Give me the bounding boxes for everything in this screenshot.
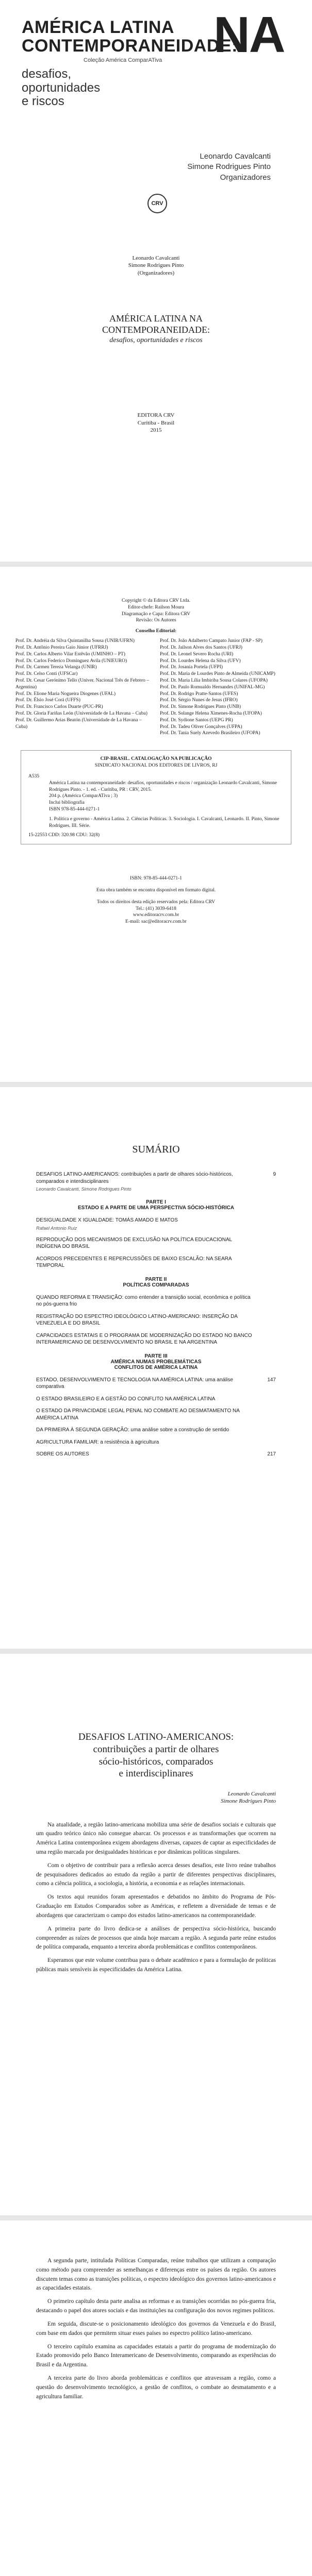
toc-entry-authors: Rafael Antonio Ruiz — [36, 1225, 77, 1231]
toc-entry-title: ACORDOS PRECEDENTES E REPERCUSSÕES DE BAIXO ESCALÃO: NA SEARA TEMPORAL — [36, 1256, 232, 1269]
toc-entry-title: O ESTADO DA PRIVACIDADE LEGAL PENAL NO COMBATE AO DESMATAMENTO NA AMÉRICA LATINA — [36, 1408, 240, 1421]
intro-paragraph: Os textos aqui reunidos foram apresentados e debatidos no âmbito do Programa de Pós-Graduação em Estudos Comparados sobre as Américas, e refletem a diversidade de temas e de abordagens que caracterizam o campo dos estudos latino-americanos na contemporaneidade. — [36, 1894, 276, 1919]
body-paragraph: O primeiro capítulo desta parte analisa as reformas e as transições ocorridas no pós-guerra fria, destacando o papel dos atores sociais e das instituições na configuração dos novos regimes políticos. — [36, 2298, 276, 2314]
half-title-line: CONTEMPORANEIDADE: — [102, 325, 210, 335]
toc-entry-title-block — [36, 1408, 253, 1421]
isbn: ISBN: 978-85-444-0271-1 — [129, 876, 183, 882]
toc-entry-title: DESAFIOS LATINO-AMERICANOS: contribuições a partir de olhares sócio-históricos, comparados e interdisciplinares — [36, 1172, 233, 1184]
toc-entry-title: SOBRE OS AUTORES — [36, 1451, 89, 1458]
text-page — [0, 2221, 312, 2576]
copyright-line: Editor-chefe: Railson Moura — [127, 604, 185, 610]
board-member: Prof. Dr. Sydione Santos (UEPG PR) — [160, 717, 233, 723]
half-title-line: AMÉRICA LATINA NA — [109, 313, 203, 324]
cover-title-line1: AMÉRICA LATINA — [22, 18, 174, 37]
toc-entry-title: AGRICULTURA FAMILIAR: a resistência à agricultura — [36, 1439, 159, 1445]
book-cover — [0, 0, 312, 562]
cover-subtitle-line: e riscos — [22, 94, 64, 109]
body-paragraph: Em seguida, discute-se o posicionamento ideológico dos governos da Venezuela e do Brasil, com base em dados que permitem situar esses países no espectro político latino-americano. — [36, 2320, 276, 2336]
board-member: Prof. Dr. Jailson Alves dos Santos (UFRJ) — [160, 645, 242, 650]
toc-entry-page — [260, 1294, 276, 1308]
toc-entry[interactable] — [36, 1294, 276, 1308]
editorial-board-col2 — [160, 638, 297, 737]
board-member: Prof. Dr. Maria Lília Imbiriba Sousa Colares (UFOPA) — [160, 677, 268, 683]
half-title-title — [0, 313, 312, 345]
board-member: Prof. Dr. João Adalberto Campato Junior (FAP - SP) — [160, 638, 262, 644]
toc-entry-page — [260, 1332, 276, 1346]
cover-editor-role: Organizadores — [220, 173, 271, 182]
toc-entry-title-block — [36, 1377, 253, 1391]
intro-paragraph: Na atualidade, a região latino-americana mobiliza uma série de desafios sociais e culturais que um quadro teórico único não consegue abarcar. Os processos e as transformações que ocorrem na América Latina contemporânea exigem abordagens diversas, capazes de captar as especificidades de uma região marcada por desigualdades históricas e por dinâmicas políticas singulares. — [36, 1821, 276, 1856]
toc-entry-title-block — [36, 1171, 253, 1192]
publisher-phone: Tel.: (41) 3039-6418 — [136, 906, 176, 911]
toc-entry[interactable] — [36, 1256, 276, 1269]
publisher-email: E-mail: sac@editoracrv.com.br — [125, 919, 187, 925]
body-paragraph: O terceiro capítulo examina as capacidades estatais a partir do programa de modernização do Estado promovido pelo Banco Interamericano de Desenvolvimento, comparando as experiências do Brasil e da Argentina. — [36, 2343, 276, 2368]
cip-line: 15-22553 CDD: 320.98 CDU: 32(8) — [28, 833, 100, 838]
cover-subtitle — [22, 67, 300, 108]
toc-entry-title: DA PRIMEIRA À SEGUNDA GERAÇÃO: uma análise sobre a construção de sentido — [36, 1427, 229, 1433]
board-member: Prof. Dr. Tania Suely Azevedo Brasileiro (UFOPA) — [160, 731, 260, 736]
toc-entry-title-block — [36, 1294, 253, 1308]
board-member: Prof. Dr. Tadeu Oliver Gonçalves (UFPA) — [160, 724, 242, 730]
cover-collection: Coleção América ComparATiva — [84, 57, 162, 64]
board-member: Prof. Dr. Maria de Lourdes Pinto de Almeida (UNICAMP) — [160, 671, 275, 677]
toc-heading: SUMÁRIO — [132, 1144, 180, 1155]
toc-entry-title-block — [36, 1451, 253, 1458]
toc-entry[interactable] — [36, 1396, 276, 1403]
editorial-board-title: Conselho Editorial: — [135, 629, 177, 634]
board-member: Prof. Dr. Andréia da Silva Quintanilha Sousa (UNIR/UFRN) — [15, 638, 135, 644]
toc-entry[interactable] — [36, 1313, 276, 1327]
cover-title-line2: CONTEMPORANEIDADE: — [22, 36, 238, 56]
toc-entry-title-block — [36, 1427, 253, 1434]
toc-entry-page — [260, 1256, 276, 1269]
toc-entry[interactable] — [36, 1439, 276, 1446]
half-title-subtitle: desafios, oportunidades e riscos — [109, 336, 203, 344]
board-member: Prof. Dr. Gloria Fariñas León (Universidade de La Havana – Cuba) — [15, 711, 147, 716]
toc-entry[interactable] — [36, 1217, 276, 1231]
intro-title-line: e interdisciplinares — [119, 1768, 193, 1780]
toc-entry-title: O ESTADO BRASILEIRO E A GESTÃO DO CONFLITO NA AMÉRICA LATINA — [36, 1396, 216, 1402]
board-member: Prof. Dr. Rodrigo Pratte-Santos (UFES) — [160, 691, 238, 697]
board-member: Prof. Dr. Carlos Alberto Vilar Estêvão (UMINHO – PT) — [15, 651, 125, 657]
publisher-logo: CRV — [147, 194, 167, 213]
cip-line: América Latina na contemporaneidade: desafios, oportunidades e riscos / organização Leonardo Cavalcanti, Simone Rodrigues Pinto. - 1. ed. - Curitiba, PR : CRV, 2015. — [49, 780, 277, 792]
toc-entry-title: ESTADO, DESENVOLVIMENTO E TECNOLOGIA NA AMÉRICA LATINA: uma análise comparativa — [36, 1377, 233, 1390]
introduction-page — [0, 1654, 312, 2215]
copyright-page — [0, 567, 312, 1082]
board-member: Prof. Dr. Paulo Romualdo Hernandes (UNIFAL-MG) — [160, 684, 265, 690]
toc-entry-page — [260, 1396, 276, 1403]
toc-entry-title: CAPACIDADES ESTATAIS E O PROGRAMA DE MODERNIZAÇÃO DO ESTADO NO BANCO INTERAMERICANO DE DESENVOLVIMENTO NO BRASIL E NA ARGENTINA — [36, 1332, 252, 1346]
toc-entry-page — [260, 1236, 276, 1250]
toc-entry-page: 217 — [267, 1451, 276, 1458]
intro-title — [0, 1731, 312, 1780]
board-member: Prof. Dr. Josania Portela (UFPI) — [160, 665, 223, 670]
toc-entry-page — [260, 1313, 276, 1327]
cover-editors — [187, 151, 271, 183]
toc-part-heading: PARTE II POLÍTICAS COMPARADAS — [123, 1276, 189, 1288]
cip-line: Inclui bibliografia — [49, 800, 85, 806]
toc-list — [36, 1171, 276, 1458]
half-title-page — [0, 242, 312, 551]
intro-body — [36, 1821, 276, 1975]
toc-entry-page — [260, 1217, 276, 1231]
body-paragraph: A terceira parte do livro aborda problemáticas e conflitos que atravessam a região, como a questão do desenvolvimento tecnológico, a gestão de conflitos, o combate ao desmatamento e a agricultura familiar. — [36, 2375, 276, 2400]
cip-code: A535 — [28, 773, 40, 779]
copyright-line: Diagramação e Capa: Editora CRV — [121, 611, 191, 617]
toc-entry-title: REPRODUÇÃO DOS MECANISMOS DE EXCLUSÃO NA POLÍTICA EDUCACIONAL INDÍGENA DO BRASIL — [36, 1236, 232, 1250]
cover-subtitle-line: oportunidades — [22, 80, 101, 95]
half-title-editor: Leonardo Cavalcanti — [132, 255, 180, 261]
board-member: Prof. Dr. Solange Helena Ximenes-Rocha (UFOPA) — [160, 711, 262, 716]
body-paragraph: A segunda parte, intitulada Políticas Comparadas, reúne trabalhos que utilizam a comparação como método para compreender as semelhanças e diferenças entre os países da região. Os autores discutem temas como as transições políticas, o espectro ideológico dos governos latino-americanos e as capacidades estatais. — [36, 2258, 276, 2292]
cip-entry — [28, 773, 284, 839]
board-member: Prof. Dr. Leonel Severo Rocha (URI) — [160, 651, 234, 657]
publisher-city: Curitiba - Brasil — [137, 419, 175, 426]
page6-body — [36, 2257, 276, 2401]
half-title-editor: Simone Rodrigues Pinto — [128, 262, 184, 269]
toc-entry-title-block — [36, 1236, 253, 1250]
board-member: Prof. Dr. Guillermo Arias Beatón (Universidade de La Havana – Cuba) — [15, 717, 142, 730]
toc-entry-title-block — [36, 1396, 253, 1403]
toc-entry[interactable] — [36, 1332, 276, 1346]
intro-title-line: DESAFIOS LATINO-AMERICANOS: — [78, 1732, 234, 1742]
page-divider — [0, 1649, 312, 1654]
toc-part-heading: PARTE I ESTADO E A PARTE DE UMA PERSPECTIVA SÓCIO-HISTÓRICA — [78, 1199, 234, 1211]
toc-part-heading: PARTE III AMÉRICA NUMAS PROBLEMÁTICAS CONFLITOS DE AMÉRICA LATINA — [110, 1353, 202, 1370]
board-member: Prof. Dr. Élsio José Corá (UFFS) — [15, 698, 80, 703]
page-divider — [0, 562, 312, 567]
cip-block — [21, 750, 291, 844]
toc-entry-authors: Leonardo Cavalcanti, Simone Rodrigues Pinto — [36, 1187, 132, 1192]
cover-subtitle-line: desafios, — [22, 67, 72, 81]
board-member: Prof. Dr. Simone Rodrigues Pinto (UNB) — [160, 704, 241, 710]
toc-entry[interactable] — [36, 1408, 276, 1421]
toc-entry-page — [260, 1439, 276, 1446]
cover-title-block — [22, 6, 300, 109]
board-member: Prof. Dr. Lourdes Helena da Silva (UFV) — [160, 658, 241, 664]
rights-note: Todos os direitos desta edição reservados pela: Editora CRV — [96, 899, 216, 905]
board-member: Prof. Dr. Carlos Federico Dominguez Avila (UNIEURO) — [15, 658, 127, 664]
intro-paragraph: A primeira parte do livro dedica-se a análises de perspectiva sócio-histórica, buscando compreender as raízes de processos que ainda hoje marcam a região. A segunda parte reúne estudos de política comparada, enquanto a terceira aborda problemáticas e conflitos contemporâneos. — [36, 1925, 276, 1951]
cip-title: CIP-BRASIL. CATALOGAÇÃO NA PUBLICAÇÃO — [100, 756, 212, 762]
cip-line: ISBN 978-85-444-0271-1 — [49, 806, 100, 812]
board-member: Prof. Dr. Sérgio Nunes de Jesus (IFRO) — [160, 698, 238, 703]
editorial-board — [15, 638, 297, 737]
publisher-name: EDITORA CRV — [137, 412, 175, 419]
copyright-line: Revisão: Os Autores — [136, 618, 176, 623]
table-of-contents — [0, 1087, 312, 1649]
toc-entry[interactable] — [36, 1171, 276, 1192]
intro-authors — [0, 1790, 276, 1805]
intro-author: Leonardo Cavalcanti — [227, 1791, 276, 1797]
copyright-footer — [0, 875, 312, 925]
intro-title-line: contribuições a partir de olhares — [93, 1743, 219, 1755]
intro-paragraph: Esperamos que este volume contribua para o debate acadêmico e para a formulação de políticas públicas mais sensíveis às especificidades da América Latina. — [36, 1957, 276, 1973]
cover-title-na: NA — [214, 6, 285, 63]
intro-title-line: sócio-históricos, comparados — [98, 1756, 214, 1767]
toc-entry-title-block — [36, 1256, 253, 1269]
page-divider — [0, 2215, 312, 2221]
cover-editor: Leonardo Cavalcanti — [200, 152, 271, 161]
board-member: Prof. Dr. Elione Maria Nogueira Diogenes (UFAL) — [15, 691, 116, 697]
half-title-editors — [0, 255, 312, 277]
digital-note: Esta obra também se encontra disponível em formato digital. — [96, 888, 216, 893]
board-member: Prof. Dr. Carmen Tereza Velanga (UNIR) — [15, 665, 97, 670]
toc-entry-page: 9 — [273, 1172, 276, 1177]
toc-entry-page: 147 — [267, 1377, 276, 1383]
toc-entry-title: REGISTRAÇÃO DO ESPECTRO IDEOLÓGICO LATINO-AMERICANO: INSERÇÃO DA VENEZUELA E DO BRASIL — [36, 1313, 238, 1327]
publication-year: 2015 — [150, 427, 162, 433]
toc-entry-title: DESIGUALDADE X IGUALDADE: TOMÁS AMADO E MATOS — [36, 1217, 178, 1224]
page-divider — [0, 1082, 312, 1087]
toc-entry[interactable] — [36, 1377, 276, 1391]
toc-entry-page — [260, 1427, 276, 1434]
intro-author: Simone Rodrigues Pinto — [221, 1798, 276, 1805]
half-title-editor-role: (Organizadores) — [137, 269, 175, 276]
toc-entry[interactable] — [36, 1451, 276, 1458]
intro-paragraph: Com o objetivo de contribuir para a reflexão acerca desses desafios, este livro reúne trabalhos de pesquisadores dedicados ao estudo da região a partir de diferentes perspectivas disciplinares, como a ciência política, a sociologia, a história, a economia e as relações internacionais. — [36, 1862, 276, 1887]
editorial-board-col1 — [15, 638, 152, 737]
toc-entry[interactable] — [36, 1427, 276, 1434]
copyright-line: Copyright © da Editora CRV Ltda. — [122, 598, 190, 603]
toc-entry-title: QUANDO REFORMA E TRANSIÇÃO: como entender a transição social, econômica e política no pós-guerra frio — [36, 1294, 251, 1308]
publisher-site: www.editoracrv.com.br — [133, 912, 179, 918]
toc-entry-title-block — [36, 1313, 253, 1327]
board-member: Prof. Dr. Antônio Pereira Gaio Júnior (UFRRJ) — [15, 645, 108, 650]
cip-line: 1. Política e governo - América Latina. 2. Ciências Políticas. 3. Sociologia. I. Cavalcanti, Leonardo. II. Pinto, Simone Rodrigues. III. Série. — [49, 816, 280, 828]
board-member: Prof. Dr. Celso Conti (UFSCar) — [15, 671, 78, 677]
toc-entry[interactable] — [36, 1236, 276, 1250]
board-member: Prof. Dr. Cesar Gerónimo Tello (Univer. Nacional Três de Febrero – Argentina) — [15, 677, 150, 690]
toc-entry-title-block — [36, 1217, 253, 1231]
cip-subtitle: SINDICATO NACIONAL DOS EDITORES DE LIVROS, RJ — [94, 763, 218, 769]
copyright-header — [0, 598, 312, 624]
board-member: Prof. Dr. Francisco Carlos Duarte (PUC-PR) — [15, 704, 103, 710]
half-title-imprint — [0, 412, 312, 434]
toc-entry-title-block — [36, 1332, 253, 1346]
toc-entry-page — [260, 1408, 276, 1421]
cip-line: 204 p. (América ComparATiva ; 3) — [49, 793, 118, 799]
toc-entry-title-block — [36, 1439, 253, 1446]
cover-editor: Simone Rodrigues Pinto — [187, 162, 271, 172]
